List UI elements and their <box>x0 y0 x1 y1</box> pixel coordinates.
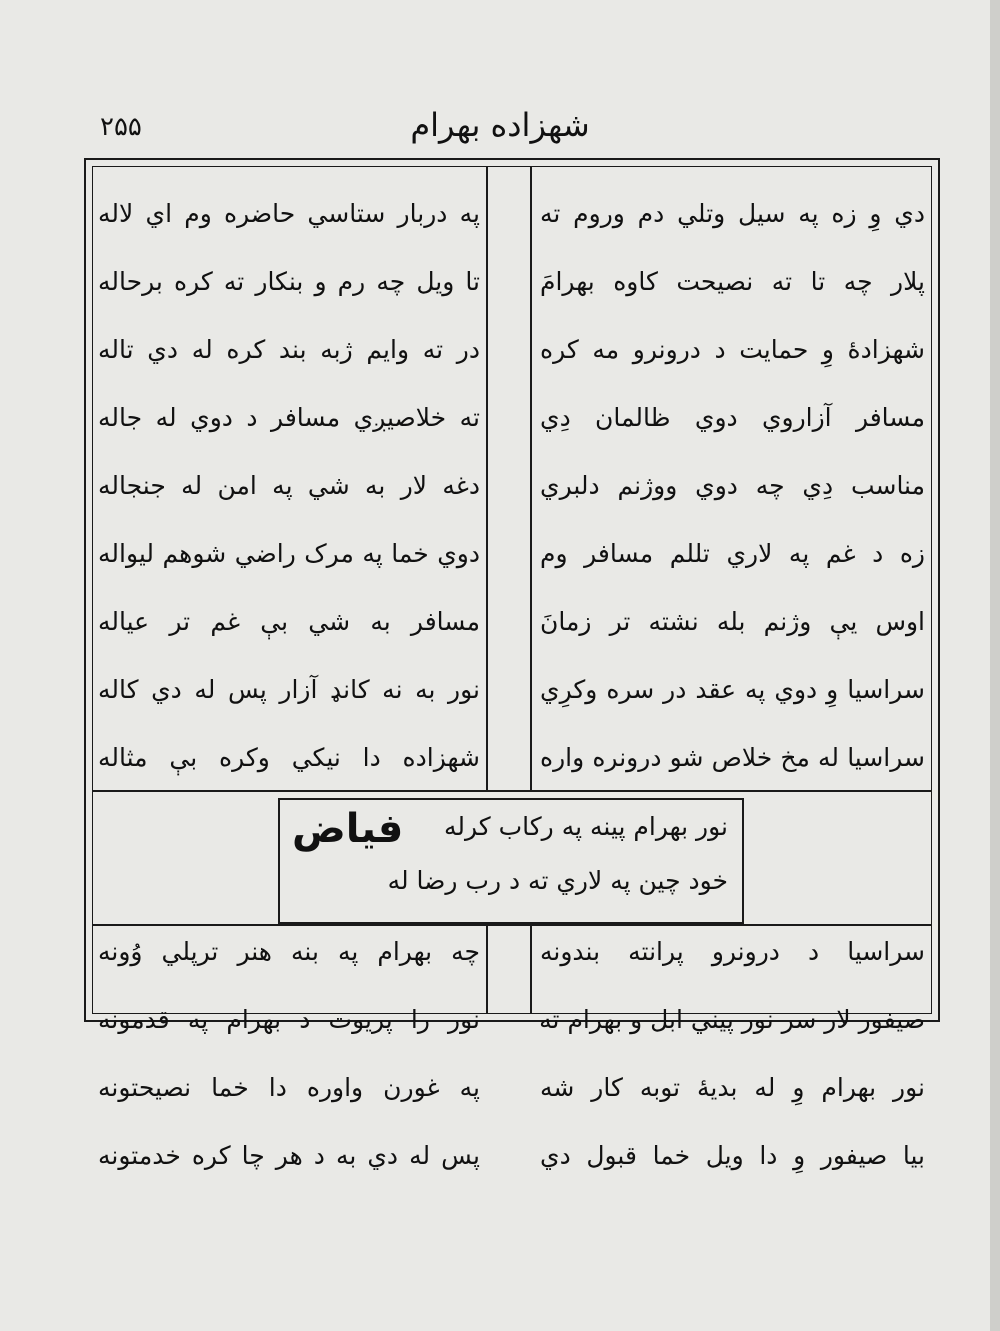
verse-line: زه د غم په لاري تللم مسافر وم <box>540 539 925 568</box>
verse-line: پلار چه تا ته نصيحت کاوه بهرامَ <box>540 267 925 296</box>
verse-line: سراسيا له مخ خلاص شو درونره واره <box>540 743 925 772</box>
page-number: ۲۵۵ <box>100 112 142 142</box>
bottom-right-column <box>540 918 925 1190</box>
verse-line: صيفور لار سر نور پيني ابل و بهرام ته <box>539 1005 925 1034</box>
verse-line: سراسيا وِ دوي په عقد در سره وکرِي <box>540 675 925 704</box>
bottom-column-divider-right <box>530 924 532 1014</box>
verse-line: ته خلاصيږي مسافر د دوي له جاله <box>98 403 480 432</box>
verse-line: په غورن واوره دا خما نصيحتونه <box>98 1073 480 1102</box>
center-couplet-box <box>278 798 744 924</box>
verse-line: شهزادهٔ وِ حمايت د درونرو مه کره <box>540 335 925 364</box>
verse-line: سراسيا د درونرو پرانته بندونه <box>540 937 925 966</box>
verse-line: دوي خما په مرک راضي شوهم ليواله <box>98 539 480 568</box>
verse-line: په دربار ستاسي حاضره وم اي لاله <box>98 199 480 228</box>
page-edge <box>990 0 1000 1331</box>
verse-line: اوس يې وژنم بله نشته تر زمانَ <box>540 607 925 636</box>
poet-signature: فياض <box>292 806 404 852</box>
running-title: شهزاده بهرام <box>410 106 590 144</box>
verse-line: بيا صيفور وِ دا ويل خما قبول دي <box>540 1141 925 1170</box>
verse-line: چه بهرام په بنه هنر ترپلي وُونه <box>98 937 480 966</box>
top-column-divider-left <box>486 166 488 790</box>
top-column-divider-right <box>530 166 532 790</box>
verse-line: دي وِ زه په سيل وتلي دم وروم ته <box>540 199 925 228</box>
verse-line: مسافر به شي بې غم تر عياله <box>98 607 480 636</box>
verse-line: شهزاده دا نيکي وکره بې مثاله <box>98 743 480 772</box>
verse-line: مناسب دِي چه دوي ووژنم دلبري <box>540 471 925 500</box>
center-verse-line-1: نور بهرام پينه په رکاب کرله <box>443 812 728 841</box>
verse-line: مسافر آزاروي دوي ظالمان دِي <box>540 403 925 432</box>
verse-line: تا ويل چه رم و بنکار ته کره برحاله <box>98 267 480 296</box>
center-verse-line-2: خود چين په لاري ته د رب رضا له <box>387 866 728 895</box>
verse-line: نور را پريوت د بهرام په قدمونه <box>98 1005 480 1034</box>
bottom-left-column <box>98 918 480 1190</box>
top-right-column <box>540 180 925 792</box>
top-left-column <box>98 180 480 792</box>
bottom-column-divider-left <box>486 924 488 1014</box>
verse-line: دغه لار به شي په امن له جنجاله <box>98 471 480 500</box>
verse-line: نور به نه کانډ آزار پس له دي کاله <box>98 675 480 704</box>
verse-line: در ته وايم ژبه بند کره له دي تاله <box>98 335 480 364</box>
verse-line: نور بهرام وِ له بديۀ توبه کار شه <box>540 1073 925 1102</box>
verse-line: پس له دي به د هر چا کره خدمتونه <box>98 1141 480 1170</box>
